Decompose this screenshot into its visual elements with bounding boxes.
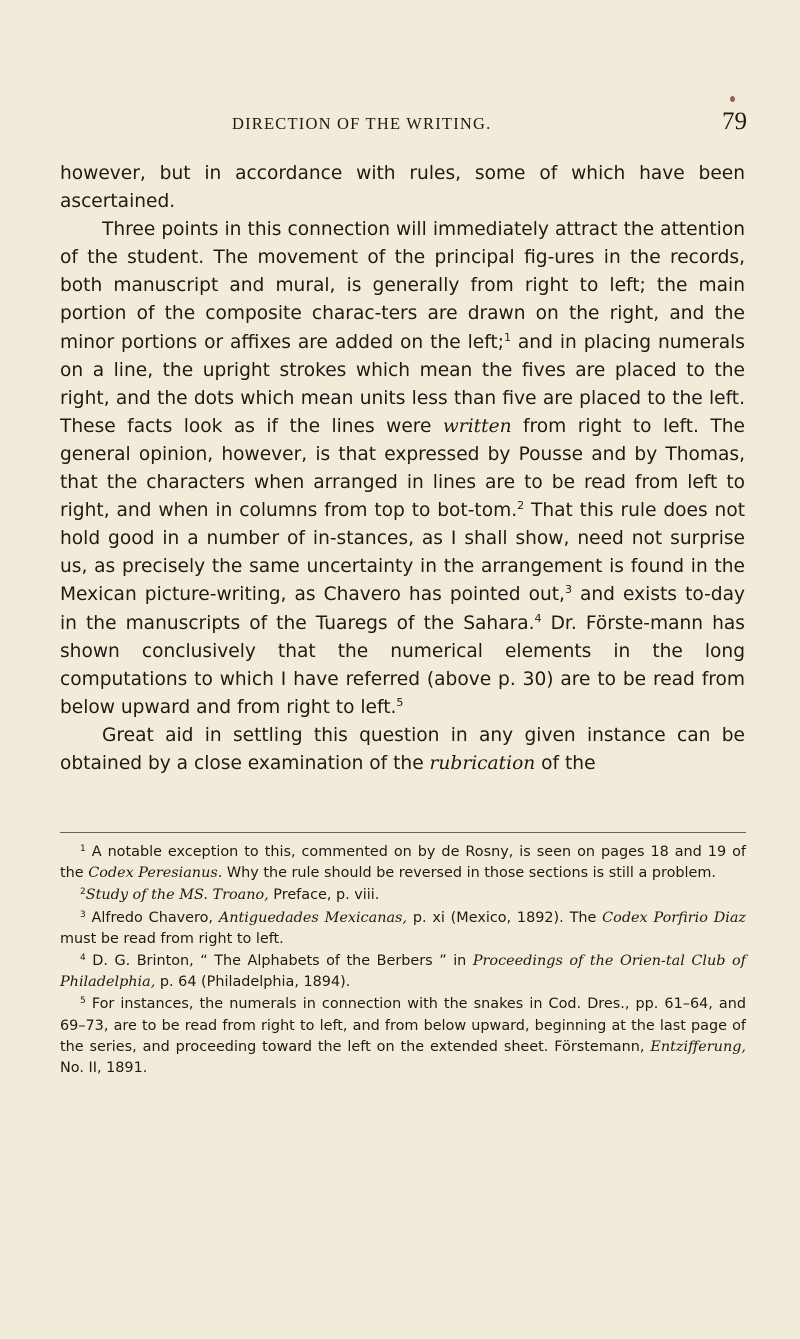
footnote-1: [60, 842, 746, 884]
text-run: That this rule does not hold good in a number of in-stances, as I shall show, need not surprise us, as precisely the same uncertainty in the arrangement is found in the Mexican picture-writing, as Chavero has pointed out,: [60, 500, 745, 606]
italic-text: written: [442, 415, 512, 437]
footnote-italic: Codex Porfirio Diaz: [602, 909, 746, 926]
footnote-ref-5[interactable]: 5: [396, 695, 404, 709]
text-run: of the: [535, 752, 596, 774]
footnote-text: must be read from right to left.: [60, 930, 284, 947]
paragraph-rubrication: [60, 722, 745, 778]
footnote-number: 1: [80, 844, 86, 854]
footnote-4: [60, 951, 746, 993]
footnote-text: D. G. Brinton, “ The Alphabets of the Berbers ” in: [85, 953, 473, 970]
footnote-italic: Antiguedades Mexicanas,: [218, 909, 408, 926]
footnote-text: A notable exception to this, commented on by de Rosny, is seen on pages 18 and 19 of the: [60, 844, 746, 882]
footnote-3: [60, 908, 746, 950]
footnote-number: 3: [80, 909, 86, 920]
footnote-text: p. 64 (Philadelphia, 1894).: [155, 974, 351, 991]
footnotes: [60, 842, 746, 1080]
text-run: from right to left. The general opinion, however, is that expressed by Pousse and by Thomas, that the characters when arranged in lines are to be read from left to right, and when in columns from top to bot-tom.: [60, 415, 745, 522]
text-run: and in placing numerals on a line, the upright strokes which mean the fives are placed to the right, and the dots which mean units less than five are placed to the left. These facts look as if the lines were: [60, 331, 745, 437]
footnote-text: Preface, p. viii.: [268, 887, 380, 904]
footnote-number: 2: [80, 887, 86, 898]
footnote-italic: Proceedings of the Orien-tal Club of Philadelphia,: [60, 953, 746, 991]
paragraph-direction-rules: [60, 216, 745, 722]
footnote-italic: Codex Peresianus.: [88, 865, 223, 882]
running-title: DIRECTION OF THE WRITING.: [232, 114, 492, 133]
footnote-text: Alfredo Chavero,: [85, 909, 219, 926]
footnote-italic: Study of the MS. Troano,: [85, 887, 269, 904]
footnote-2: [60, 885, 746, 906]
paragraph-text: however, but in accordance with rules, some of which have been ascertained.: [60, 163, 745, 213]
running-head: [232, 110, 747, 144]
footnote-italic: Entzifferung,: [650, 1038, 746, 1055]
footnote-number: 4: [80, 953, 86, 964]
footnote-divider: [60, 832, 746, 833]
footnote-ref-4[interactable]: 4: [534, 611, 542, 625]
footnote-number: 5: [80, 996, 86, 1007]
ink-spot: [730, 96, 735, 102]
text-run: Dr. Förste-mann has shown conclusively that the numerical elements in the long computations to which I have referred (above p. 30) are to be read from below upward and from right to left.: [60, 612, 745, 718]
footnote-5: [60, 994, 746, 1079]
italic-text: rubrication: [429, 752, 536, 774]
text-run: Great aid in settling this question in any given instance can be obtained by a close examination of the: [60, 724, 745, 774]
footnote-text: No. II, 1891.: [60, 1060, 148, 1077]
footnote-text: Why the rule should be reversed in those sections is still a problem.: [222, 865, 716, 882]
footnote-text: p. xi (Mexico, 1892). The: [407, 909, 603, 926]
footnote-ref-2[interactable]: 2: [517, 499, 525, 513]
page-number: 79: [722, 108, 747, 135]
footnote-text: For instances, the numerals in connection with the snakes in Cod. Dres., pp. 61–64, and 69–73, are to be read from right to left, and from below upward, beginning at the last page of the series, and proceeding toward the left on the extended sheet. Förstemann,: [60, 996, 746, 1055]
text-run: and exists to-day in the manuscripts of the Tuaregs of the Sahara.: [60, 584, 745, 634]
main-text: [60, 160, 745, 778]
footnote-ref-1[interactable]: 1: [503, 330, 511, 344]
text-run: Three points in this connection will immediately attract the attention of the student. The movement of the principal fig-ures in the records, both manuscript and mural, is generally from right to left; the main portion of the composite charac-ters are drawn on the right, and the minor portions or affixes are added on the left;: [60, 219, 745, 353]
footnote-ref-3[interactable]: 3: [564, 583, 572, 597]
paragraph-continuation: [60, 160, 745, 216]
